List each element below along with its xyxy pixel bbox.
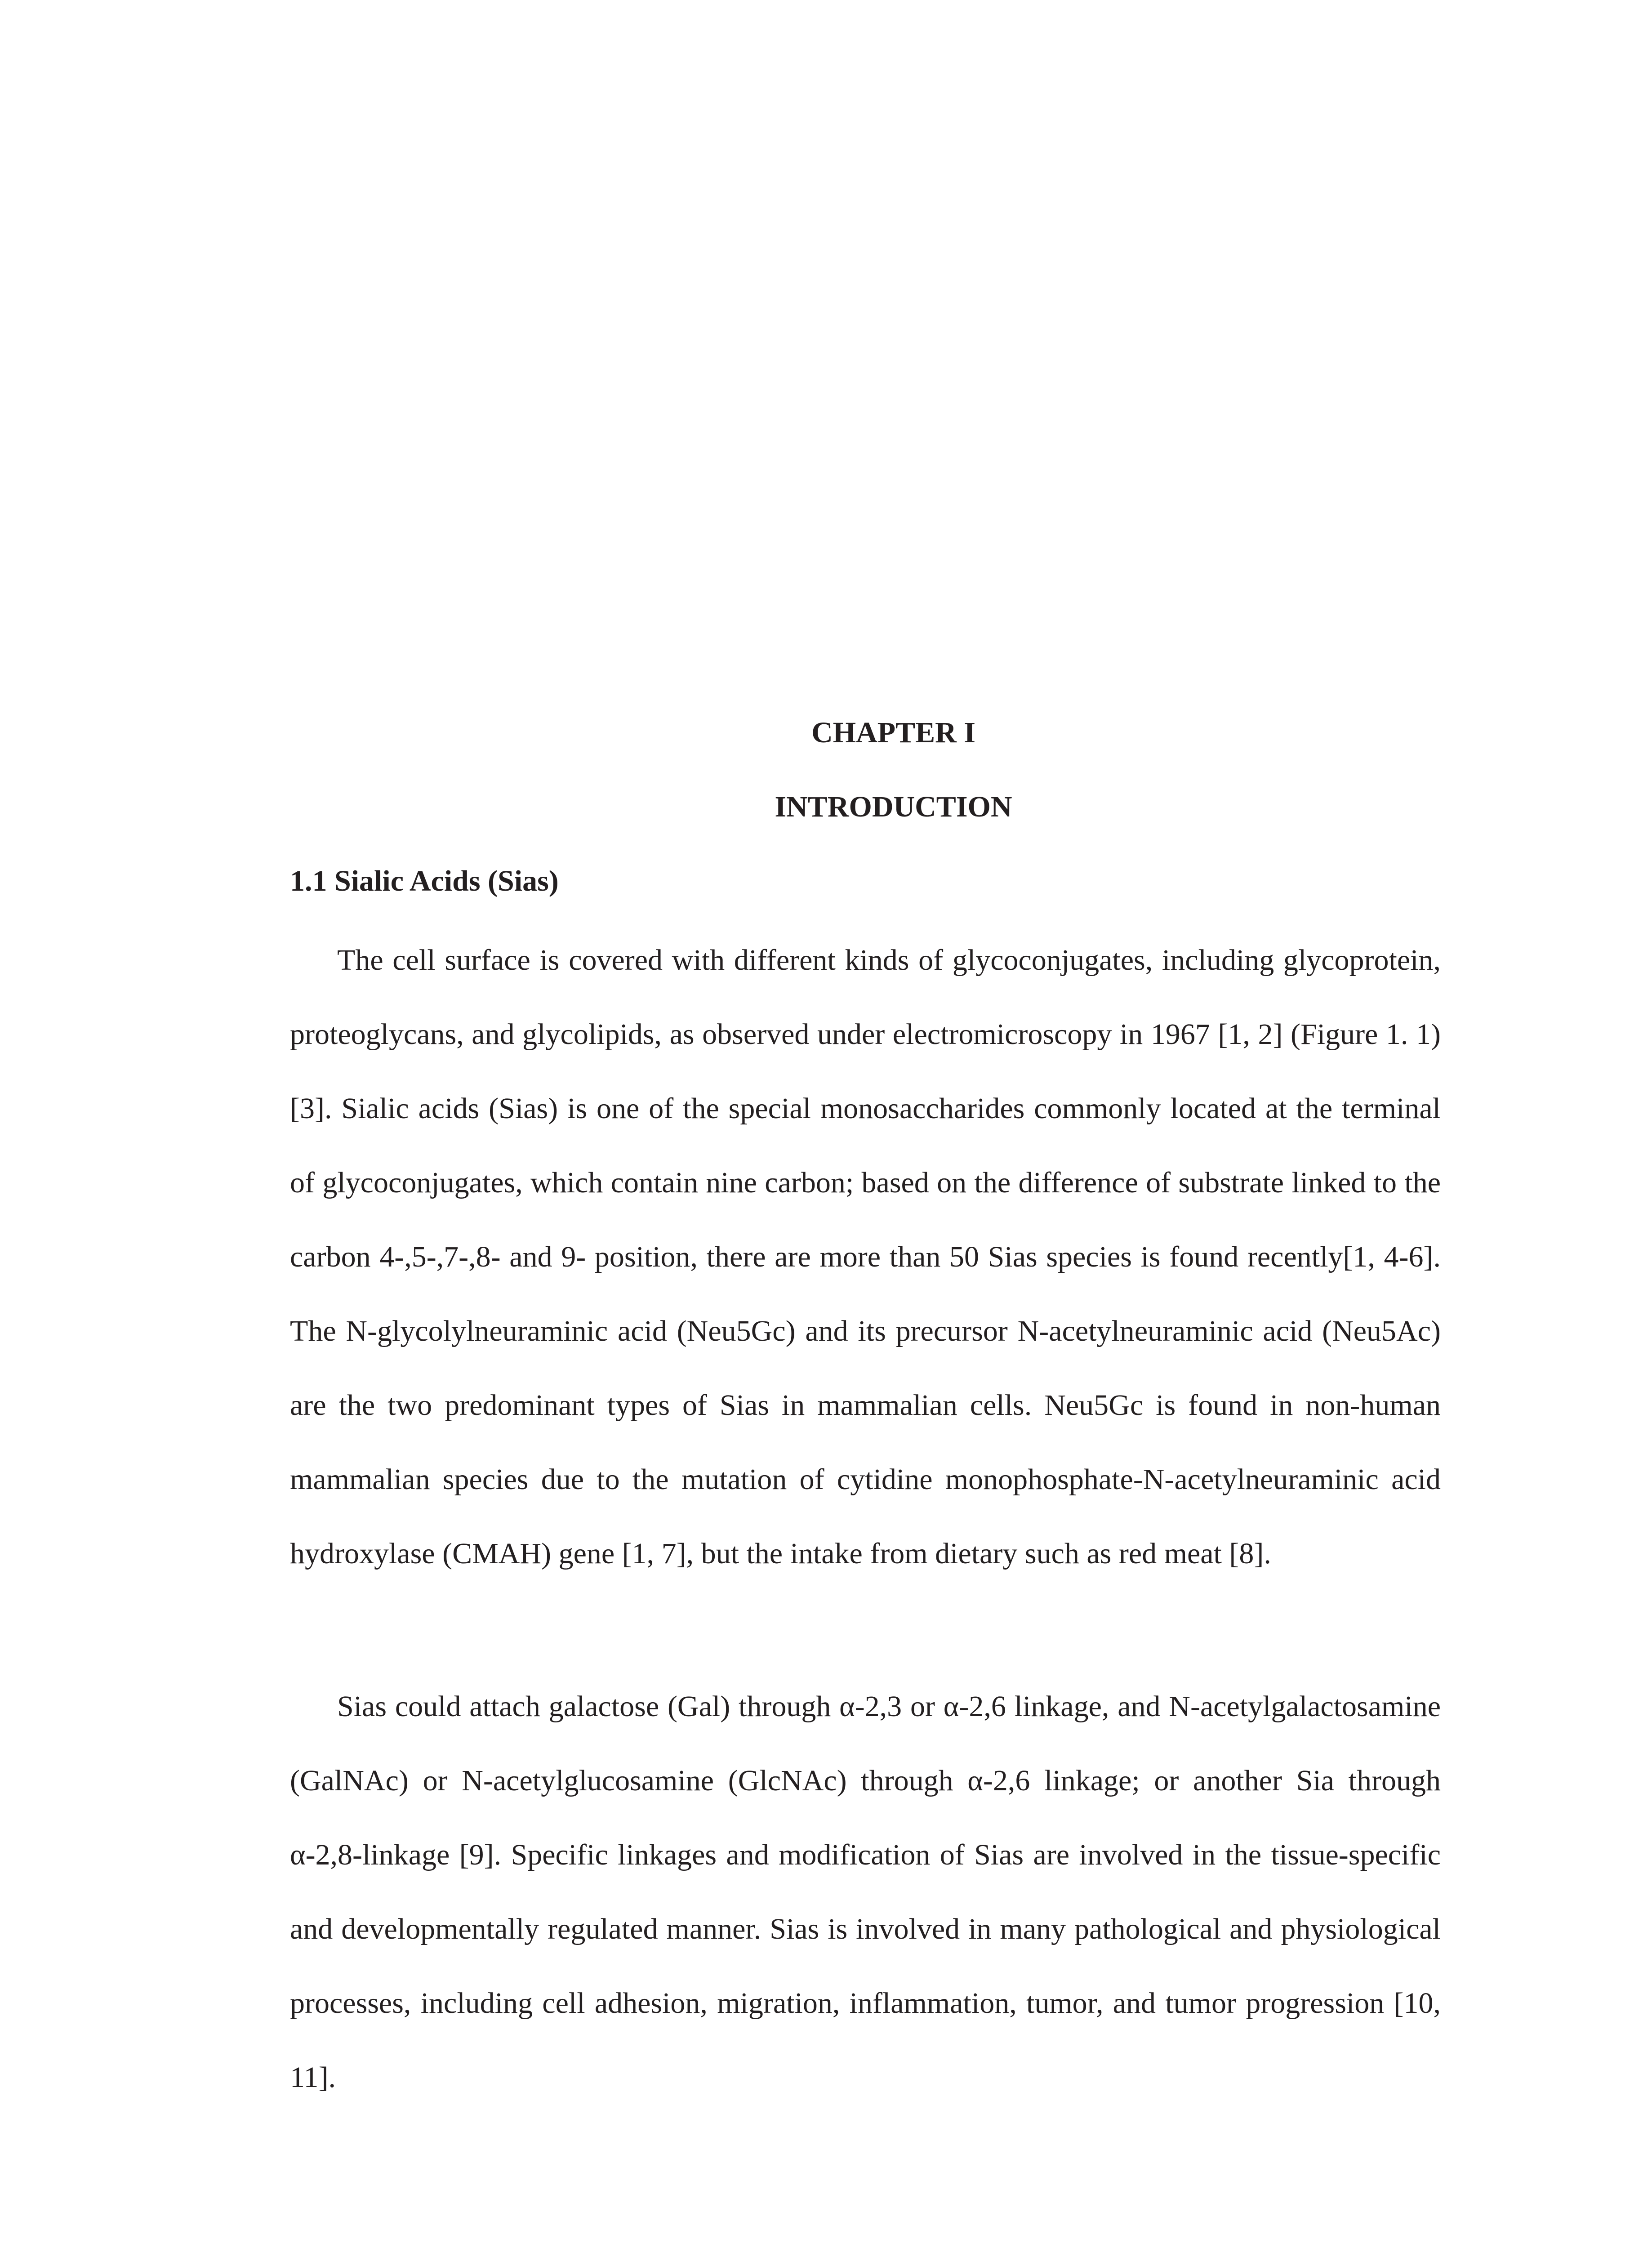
section-heading: 1.1 Sialic Acids (Sias) xyxy=(290,865,559,897)
body-paragraph: Sias could attach galactose (Gal) through α-2,3 or α-2,6 linkage, and N-acetylgalactosamine (GalNAc) or N-acetylglucosamine (GlcNAc) through α-2,6 linkage; or another Sia through α-2,8-linkage [9]. Specific linkages and modification of Sias are involved in the tissue-specific and developmentally regulated manner. Sias is involved in many pathological and physiological processes, including cell adhesion, migration, inflammation, tumor, and tumor progression [10, 11]. xyxy=(290,1690,1441,2094)
chapter-title: INTRODUCTION xyxy=(775,790,1012,823)
chapter-label: CHAPTER I xyxy=(811,716,975,749)
body-paragraph: The cell surface is covered with different kinds of glycoconjugates, including glycoprotein, proteoglycans, and glycolipids, as observed under electromicroscopy in 1967 [1, 2] (Figure 1. 1) [3]. Sialic acids (Sias) is one of the special monosaccharides commonly located at the terminal of glycoconjugates, which contain nine carbon; based on the difference of substrate linked to the carbon 4-,5-,7-,8- and 9- position, there are more than 50 Sias species is found recently[1, 4-6]. The N-glycolylneuraminic acid (Neu5Gc) and its precursor N-acetylneuraminic acid (Neu5Ac) are the two predominant types of Sias in mammalian cells. Neu5Gc is found in non-human mammalian species due to the mutation of cytidine monophosphate-N-acetylneuraminic acid hydroxylase (CMAH) gene [1, 7], but the intake from dietary such as red meat [8]. xyxy=(290,944,1441,1570)
